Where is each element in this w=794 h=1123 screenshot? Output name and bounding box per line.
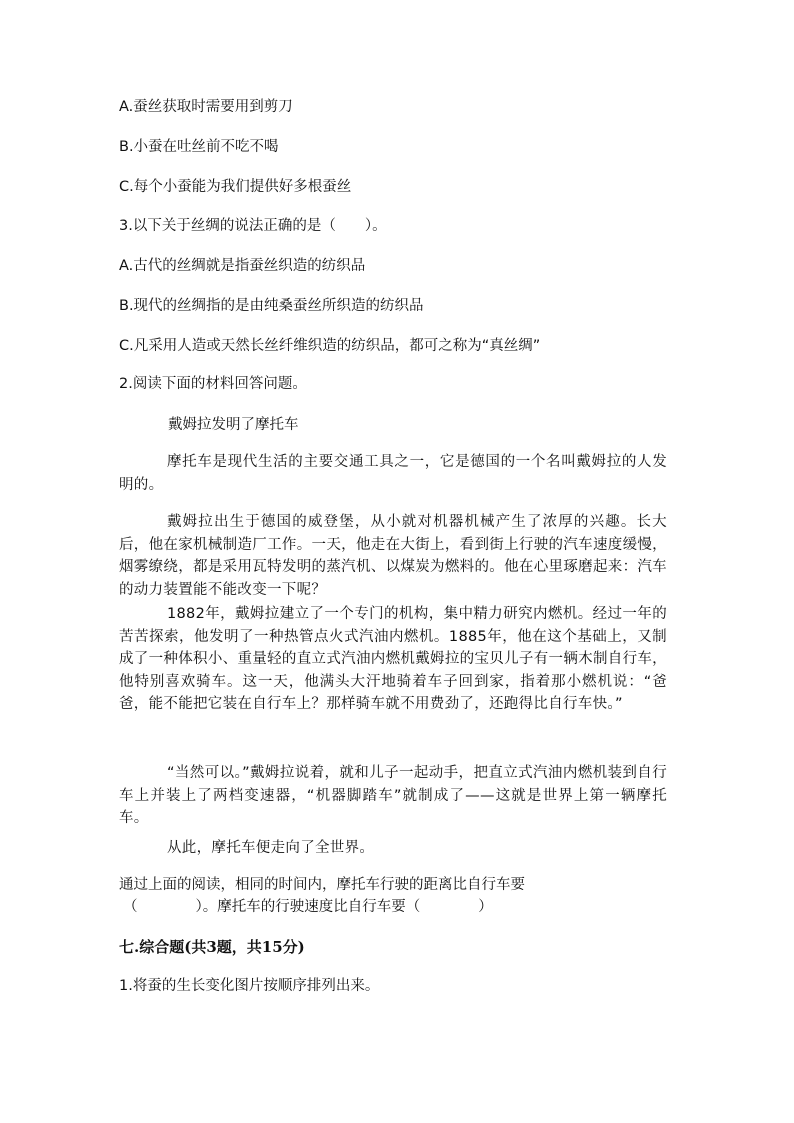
- passage-paragraph-4: “当然可以。”戴姆拉说着，就和儿子一起动手，把直立式汽油内燃机装到自行车上并装上了两档变速器，“机器脚踏车”就制成了——这就是世界上第一辆摩托车。: [119, 765, 667, 826]
- section-7-heading: 七.综合题(共3题，共15分): [119, 938, 305, 956]
- reading-question-line-2: （ ）。摩托车的行驶速度比自行车要（ ）: [123, 899, 493, 915]
- passage-title: 戴姆拉发明了摩托车: [168, 417, 299, 433]
- passage-paragraph-2: 戴姆拉出生于德国的威登堡，从小就对机器机械产生了浓厚的兴趣。长大后，他在家机械制造厂工作。一天，他走在大街上，看到街上行驶的汽车速度缓慢，烟雾缭绕，都是采用瓦特发明的蒸汽机、以煤炭为燃料的。他在心里琢磨起来：汽车的动力装置能不能改变一下呢？: [119, 514, 667, 598]
- reading-question-stem: 2.阅读下面的材料回答问题。: [119, 376, 307, 392]
- question-3-option-c: C.凡采用人造或天然长丝纤维织造的纺织品，都可之称为“真丝绸”: [119, 338, 541, 354]
- option-b: B.小蚕在吐丝前不吃不喝: [119, 139, 279, 155]
- passage-paragraph-1: 摩托车是现代生活的主要交通工具之一，它是德国的一个名叫戴姆拉的人发明的。: [119, 454, 667, 493]
- option-c: C.每个小蚕能为我们提供好多根蚕丝: [119, 179, 352, 195]
- question-3-stem: 3.以下关于丝绸的说法正确的是（ ）。: [119, 218, 387, 234]
- question-3-option-a: A.古代的丝绸就是指蚕丝织造的纺织品: [119, 258, 366, 274]
- reading-question-line-1: 通过上面的阅读，相同的时间内，摩托车行驶的距离比自行车要: [119, 877, 525, 893]
- option-a: A.蚕丝获取时需要用到剪刀: [119, 99, 293, 115]
- section-7-question-1: 1.将蚕的生长变化图片按顺序排列出来。: [119, 978, 380, 994]
- passage-paragraph-3: 1882年，戴姆拉建立了一个专门的机构，集中精力研究内燃机。经过一年的苦苦探索，他发明了一种热管点火式汽油内燃机。1885年，他在这个基础上，又制成了一种体积小、重量轻的直立式汽油内燃机戴姆拉的宝贝儿子有一辆木制自行车，他特别喜欢骑车。这一天，他满头大汗地骑着车子回到家，指着那小燃机说：“爸爸，能不能把它装在自行车上？那样骑车就不用费劲了，还跑得比自行车快。”: [119, 606, 667, 712]
- question-3-option-b: B.现代的丝绸指的是由纯桑蚕丝所织造的纺织品: [119, 298, 424, 314]
- passage-paragraph-5: 从此，摩托车便走向了全世界。: [167, 840, 375, 856]
